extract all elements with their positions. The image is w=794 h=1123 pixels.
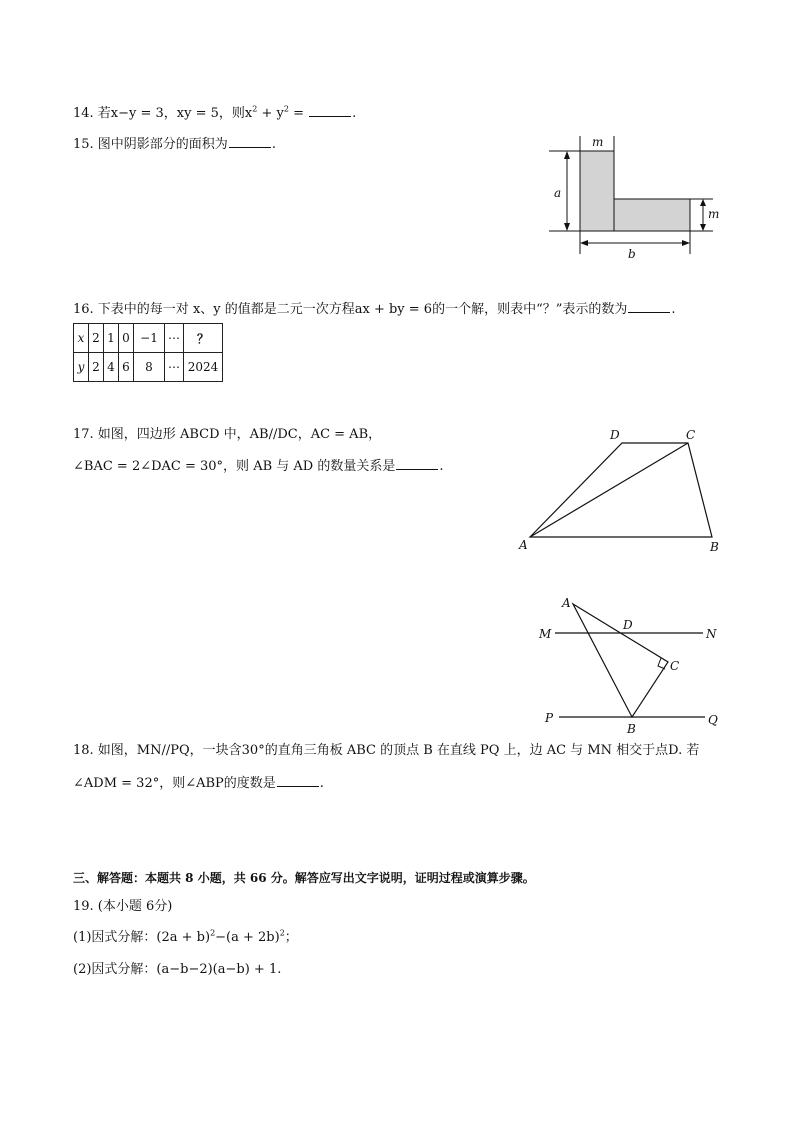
q16-text: 16. 下表中的每一对 x、y 的值都是二元一次方程ax + by = 6的一个解，则表中“？”表示的数为 xyxy=(73,302,628,317)
label-c: C xyxy=(670,659,680,673)
table-cell: ？ xyxy=(184,324,223,353)
label-b: B xyxy=(627,722,636,736)
q16-end: . xyxy=(671,302,676,317)
label-a: a xyxy=(554,186,562,200)
q17-text-2: ∠BAC = 2∠DAC = 30°，则 AB 与 AD 的数量关系是 xyxy=(73,459,396,474)
question-19-part-2 xyxy=(73,961,281,979)
table-cell: ⋯ xyxy=(165,353,184,382)
q19-p1-end: ； xyxy=(284,930,298,945)
q14-mid: + y xyxy=(257,106,284,121)
q14-eq: = xyxy=(288,106,309,121)
q14-end: . xyxy=(352,106,357,121)
question-17-line-2 xyxy=(73,457,443,476)
q14-text: 14. 若x−y = 3，xy = 5，则x xyxy=(73,106,253,121)
table-cell: −1 xyxy=(134,324,165,353)
table-cell: 2024 xyxy=(184,353,223,382)
q19-p2-text: (2)因式分解：(a−b−2)(a−b) + 1. xyxy=(73,962,282,977)
l-shape-figure xyxy=(545,132,725,267)
section-3-text: 三、解答题：本题共 8 小题，共 66 分。解答应写出文字说明，证明过程或演算步骤。 xyxy=(73,871,535,885)
table-row xyxy=(74,353,223,382)
label-b: B xyxy=(710,540,719,554)
table-cell: y xyxy=(74,353,89,382)
exp: 2 xyxy=(279,928,285,938)
question-19-part-1 xyxy=(73,929,298,947)
question-17-line-1 xyxy=(73,426,381,444)
q15-end: . xyxy=(271,137,276,152)
answer-blank xyxy=(229,135,271,148)
q17-end: . xyxy=(439,459,444,474)
table-cell: 1 xyxy=(104,324,119,353)
q18-text-2: ∠ADM = 32°，则∠ABP的度数是 xyxy=(73,776,276,791)
answer-blank xyxy=(396,457,438,470)
label-d: D xyxy=(610,428,620,442)
label-a: A xyxy=(562,596,571,610)
exp: 2 xyxy=(210,928,216,938)
label-p: P xyxy=(545,711,554,725)
question-19-title xyxy=(73,898,172,916)
table-cell: 8 xyxy=(134,353,165,382)
label-n: N xyxy=(706,627,717,641)
question-18-line-2 xyxy=(73,774,324,793)
label-a: A xyxy=(519,538,528,552)
table-cell: 4 xyxy=(104,353,119,382)
q19-p1-text-b: −(a + 2b) xyxy=(215,930,280,945)
q18-text-1: 18. 如图，MN//PQ，一块含30°的直角三角板 ABC 的顶点 B 在直线 PQ 上，边 AC 与 MN 相交于点D. 若 xyxy=(73,743,700,758)
table-cell: ⋯ xyxy=(165,324,184,353)
q19-p1-text-a: (1)因式分解：(2a + b) xyxy=(73,930,211,945)
q15-text: 15. 图中阴影部分的面积为 xyxy=(73,137,228,152)
label-b: b xyxy=(628,247,636,261)
table-cell: 6 xyxy=(119,353,134,382)
label-d: D xyxy=(623,618,633,632)
answer-blank xyxy=(628,300,670,313)
section-3-heading xyxy=(73,869,535,887)
shaded-vertical-bar xyxy=(580,151,614,231)
label-c: C xyxy=(686,428,696,442)
table-cell: 2 xyxy=(89,324,104,353)
label-m-right: m xyxy=(708,207,720,221)
parallel-lines-triangle-figure xyxy=(535,592,725,737)
table-cell: x xyxy=(74,324,89,353)
answer-blank xyxy=(277,774,319,787)
question-15 xyxy=(73,135,276,154)
question-14 xyxy=(73,104,356,123)
table-cell: 0 xyxy=(119,324,134,353)
exp: 2 xyxy=(283,104,289,114)
label-m: M xyxy=(539,627,552,641)
exp: 2 xyxy=(252,104,258,114)
shaded-horizontal-bar xyxy=(614,199,690,231)
question-18-line-1 xyxy=(73,742,699,760)
label-m-top: m xyxy=(592,135,604,149)
q19-title-text: 19. (本小题 6分) xyxy=(73,899,173,914)
table-cell: 2 xyxy=(89,353,104,382)
question-16 xyxy=(73,300,676,319)
label-q: Q xyxy=(708,713,718,727)
triangle-abc xyxy=(573,604,668,717)
xy-value-table xyxy=(73,323,223,382)
quadrilateral-abcd xyxy=(530,443,712,537)
table-row xyxy=(74,324,223,353)
q17-text-1: 17. 如图，四边形 ABCD 中，AB//DC，AC = AB， xyxy=(73,427,382,442)
quadrilateral-abcd-figure xyxy=(510,425,730,555)
answer-blank xyxy=(309,104,351,117)
q18-end: . xyxy=(319,776,324,791)
